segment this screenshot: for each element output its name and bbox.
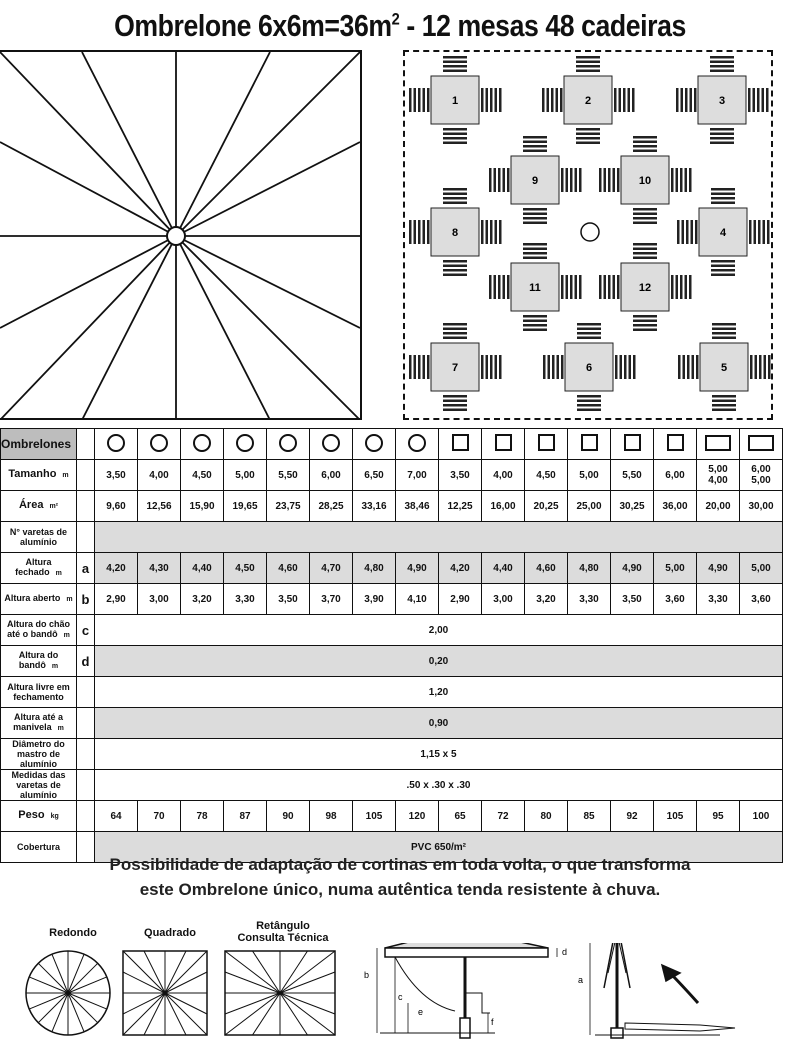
dim-label-a: a [578,975,584,985]
spec-row [1,615,783,646]
row-label [1,646,77,677]
chair [633,315,657,331]
chair [409,220,430,244]
chair [409,355,430,379]
chair [443,188,467,204]
table-unit [489,243,582,331]
shape-cell [353,429,396,460]
chair [712,395,736,411]
value-cell: 4,10 [396,584,439,615]
chair [409,88,430,112]
value-cell: 4,50 [181,460,224,491]
square-shape-icon [452,434,469,451]
shape-cell [224,429,267,460]
table-number: 1 [451,95,459,107]
value-cell: 16,00 [482,491,525,522]
spec-row [1,739,783,770]
frame-spokes-diagram [0,52,360,420]
shape-cell [482,429,525,460]
row-label [1,522,77,553]
value-cell: 33,16 [353,491,396,522]
value-cell: 4,50 [224,553,267,584]
frame-spoke [82,52,176,236]
value-cell: 80 [525,801,568,832]
table-unit [489,136,582,224]
umbrella-open-side-view [377,943,557,1038]
chair [577,323,601,339]
dimension-letter [77,460,95,491]
chair [576,128,600,144]
value-cell: 4,00 [138,460,181,491]
chair [599,168,620,192]
value-cell: 15,90 [181,491,224,522]
value-cell: 3,50 [611,584,654,615]
table-unit [543,323,636,411]
value-cell: 5,50 [611,460,654,491]
row-label [1,615,77,646]
value-cell: 2,90 [95,584,138,615]
value-cell: 78 [181,801,224,832]
row-label [1,584,77,615]
rect-label [228,920,338,944]
merged-value-cell: 1,15 x 5 [95,739,783,770]
value-cell: 3,60 [654,584,697,615]
dimension-letter [77,739,95,770]
chair [523,243,547,259]
value-cell: 3,00 [138,584,181,615]
dimension-letter [77,522,95,553]
value-cell: 3,20 [181,584,224,615]
row-label-text: N° varetas de alumínio [9,527,68,547]
chair [711,260,735,276]
value-cell: 36,00 [654,491,697,522]
shape-cell [310,429,353,460]
frame-spoke [0,236,176,328]
chair [561,275,582,299]
chair [561,168,582,192]
row-unit: m [66,596,73,603]
value-cell: 4,80 [568,553,611,584]
shape-cell [95,429,138,460]
row-unit: m [62,472,69,479]
shape-cell [611,429,654,460]
square-shape-icon [581,434,598,451]
value-cell: 98 [310,801,353,832]
header-label: Ombrelones [1,429,77,460]
rect-shape-icon [748,435,774,451]
round-label: Redondo [49,927,97,939]
frame-spoke [176,236,270,420]
note-line-1: Possibilidade de adaptação de cortinas em toda volta, o que transforma [109,855,691,874]
chair [712,323,736,339]
chair [711,188,735,204]
square-shape-icon [667,434,684,451]
table-header-row [1,429,783,460]
chair [749,220,770,244]
chair [443,260,467,276]
dim-label-b: b [364,970,370,980]
row-label-text: Altura até a manivela [13,712,64,732]
chair [443,128,467,144]
square-shape-icon [495,434,512,451]
value-cell: 19,65 [224,491,267,522]
circle-shape-icon [365,434,383,452]
chair [678,355,699,379]
row-unit: kg [50,813,59,820]
chair [750,355,771,379]
table-unit [409,56,502,144]
value-cell: 4,90 [396,553,439,584]
merged-value-cell: 0,90 [95,708,783,739]
value-cell: 3,90 [353,584,396,615]
row-label [1,677,77,708]
rect-label-line-2: Consulta Técnica [237,932,329,944]
chair [710,128,734,144]
shape-cell [654,429,697,460]
chair [443,395,467,411]
umbrella-closed-side-view [590,943,735,1038]
table-number: 5 [720,362,728,374]
chair [542,88,563,112]
row-unit: m [51,663,59,670]
table-number: 12 [638,282,652,294]
value-cell: 7,00 [396,460,439,491]
shape-cell [267,429,310,460]
chair [523,136,547,152]
value-cell: 4,60 [267,553,310,584]
frame-spoke [176,52,360,236]
chair [615,355,636,379]
shape-cell [439,429,482,460]
value-cell: 90 [267,801,310,832]
value-cell: 4,90 [697,553,740,584]
value-cell: 3,50 [95,460,138,491]
value-cell: 3,50 [267,584,310,615]
value-cell: 4,80 [353,553,396,584]
merged-value-cell: PVC 650/m² [95,832,783,863]
circle-shape-icon [279,434,297,452]
row-label-text: Altura do chão até o bandô [6,619,70,639]
value-cell: 5,50 [267,460,310,491]
value-cell: 65 [439,801,482,832]
table-number: 9 [531,175,539,187]
value-cell: 3,50 [439,460,482,491]
umbrella-mast [581,223,599,241]
table-unit [678,323,771,411]
square-shape-icon [538,434,555,451]
value-cell: 3,30 [224,584,267,615]
frame-spoke [176,142,360,236]
row-label-text: Altura livre em fechamento [7,682,70,702]
value-cell: 4,00 [482,460,525,491]
spec-row [1,584,783,615]
dimension-letter: d [77,646,95,677]
value-cell: 72 [482,801,525,832]
merged-value-cell: 1,20 [95,677,783,708]
dimension-letter: a [77,553,95,584]
chair [748,88,769,112]
table-unit [676,56,769,144]
square-shape-icon [624,434,641,451]
table-number: 6 [585,362,593,374]
chair [676,88,697,112]
spec-row [1,491,783,522]
value-cell: 3,60 [740,584,783,615]
table-number: 7 [451,362,459,374]
dimension-letter [77,491,95,522]
frame-spoke [176,236,360,328]
chair [614,88,635,112]
value-cell: 4,50 [525,460,568,491]
chair [633,136,657,152]
value-cell: 64 [95,801,138,832]
shape-cell [396,429,439,460]
value-cell: 20,00 [697,491,740,522]
circle-shape-icon [150,434,168,452]
chair [543,355,564,379]
chair [489,168,510,192]
circle-shape-icon [408,434,426,452]
dim-label-f: f [491,1017,494,1027]
value-cell: 3,30 [568,584,611,615]
table-unit [409,323,502,411]
value-cell: 30,25 [611,491,654,522]
value-cell: 4,60 [525,553,568,584]
chair [523,208,547,224]
value-cell: 6,00 5,00 [740,460,783,491]
spec-row [1,460,783,491]
value-cell: 70 [138,801,181,832]
row-label-text: Altura do bandô [18,650,59,670]
dimension-letter: c [77,615,95,646]
chair [671,168,692,192]
dimension-letter [77,801,95,832]
table-unit [542,56,635,144]
row-label [1,770,77,801]
square-canopy-icon [123,951,207,1035]
value-cell: 4,30 [138,553,181,584]
value-cell: 4,70 [310,553,353,584]
value-cell: 5,00 [568,460,611,491]
chair [489,275,510,299]
value-cell: 12,25 [439,491,482,522]
spec-row [1,646,783,677]
chair [671,275,692,299]
dimension-letter [77,677,95,708]
table-unit [677,188,770,276]
shape-cell [525,429,568,460]
row-label [1,708,77,739]
row-unit: m [63,632,70,639]
value-cell: 3,70 [310,584,353,615]
rect-label-line-1: Retângulo [256,920,310,932]
table-layout-plan [403,50,773,420]
value-cell: 105 [654,801,697,832]
chair [523,315,547,331]
chair [481,220,502,244]
chair [599,275,620,299]
chair [481,88,502,112]
value-cell: 92 [611,801,654,832]
value-cell: 28,25 [310,491,353,522]
row-label-text: Altura fechado [15,557,52,577]
chair [677,220,698,244]
shape-cell [181,429,224,460]
spec-row [1,708,783,739]
table-unit [599,243,692,331]
spec-row [1,801,783,832]
value-cell: 20,25 [525,491,568,522]
value-cell: 4,90 [611,553,654,584]
shape-cell [568,429,611,460]
value-cell: 38,46 [396,491,439,522]
circle-shape-icon [193,434,211,452]
table-number: 10 [638,175,652,187]
chair [443,323,467,339]
merged-value-cell: 2,00 [95,615,783,646]
merged-value-cell: 0,20 [95,646,783,677]
circle-shape-icon [322,434,340,452]
dimension-letter [77,770,95,801]
spec-row [1,553,783,584]
umbrella-frame-top-view [0,50,362,420]
frame-spoke [0,236,176,420]
chair [481,355,502,379]
letter-cell [77,429,95,460]
value-cell: 5,00 [654,553,697,584]
spec-row [1,677,783,708]
row-label [1,460,77,491]
value-cell: 85 [568,801,611,832]
value-cell: 4,20 [95,553,138,584]
value-cell: 6,00 [654,460,697,491]
frame-spoke [176,52,270,236]
page-title: Ombrelone $6x6m=36m^2 - 12$ mesas 48 cadeiras [114,8,686,43]
value-cell: 3,20 [525,584,568,615]
row-label-text: Área [18,499,44,511]
chair [710,56,734,72]
chair [443,56,467,72]
chair [633,208,657,224]
dimension-letter: b [77,584,95,615]
value-cell: 23,75 [267,491,310,522]
value-cell: 6,50 [353,460,396,491]
spec-table [0,428,783,863]
row-label-text: Diâmetro do mastro de alumínio [12,739,65,769]
row-label-text: Medidas das varetas de alumínio [11,770,66,800]
value-cell: 30,00 [740,491,783,522]
circle-shape-icon [107,434,125,452]
spec-row [1,522,783,553]
spec-row [1,770,783,801]
row-unit: m [55,570,62,577]
value-cell: 87 [224,801,267,832]
dimension-letter [77,708,95,739]
frame-spoke [176,236,360,420]
value-cell: 95 [697,801,740,832]
value-cell: 4,20 [439,553,482,584]
row-label [1,801,77,832]
chair [633,243,657,259]
value-cell: 4,40 [482,553,525,584]
row-label [1,739,77,770]
frame-spoke [0,142,176,236]
value-cell: 120 [396,801,439,832]
chair [577,395,601,411]
frame-spoke [82,236,176,420]
layout-diagram [405,52,771,418]
dim-label-e: e [418,1007,424,1017]
frame-spoke [0,52,176,236]
row-unit: m [57,725,64,732]
rect-shape-icon [705,435,731,451]
table-number: 4 [719,227,727,239]
value-cell: 6,00 [310,460,353,491]
bottom-figures [0,943,800,1053]
dim-label-c: c [398,992,403,1002]
row-label-text: Cobertura [16,842,60,852]
table-number: 3 [718,95,726,107]
value-cell: 12,56 [138,491,181,522]
circle-shape-icon [236,434,254,452]
value-cell: 5,00 [740,553,783,584]
value-cell: 3,30 [697,584,740,615]
value-cell: 100 [740,801,783,832]
round-canopy-icon [26,951,110,1035]
value-cell: 105 [353,801,396,832]
row-label-text: Peso [18,809,45,821]
value-cell: 25,00 [568,491,611,522]
table-number: 11 [529,282,541,294]
merged-value-cell [95,522,783,553]
shape-cell [138,429,181,460]
row-label-text: Altura aberto [4,593,61,603]
row-label [1,553,77,584]
mast-hub [167,227,185,245]
table-unit [599,136,692,224]
value-cell: 9,60 [95,491,138,522]
table-number: 8 [451,227,459,239]
value-cell: 4,40 [181,553,224,584]
row-label [1,491,77,522]
note-line-2: este Ombrelone único, numa autêntica tenda resistente à chuva. [139,880,661,899]
shape-cell [740,429,783,460]
row-unit: m² [49,503,59,510]
chair [576,56,600,72]
dim-label-d: d [562,947,568,957]
merged-value-cell: .50 x .30 x .30 [95,770,783,801]
value-cell: 2,90 [439,584,482,615]
table-number: 2 [584,95,592,107]
value-cell: 3,00 [482,584,525,615]
shape-cell [697,429,740,460]
row-label-text: Tamanho [8,468,57,480]
table-unit [409,188,502,276]
rect-canopy-icon [225,951,335,1035]
value-cell: 5,00 4,00 [697,460,740,491]
square-label: Quadrado [144,927,196,939]
value-cell: 5,00 [224,460,267,491]
